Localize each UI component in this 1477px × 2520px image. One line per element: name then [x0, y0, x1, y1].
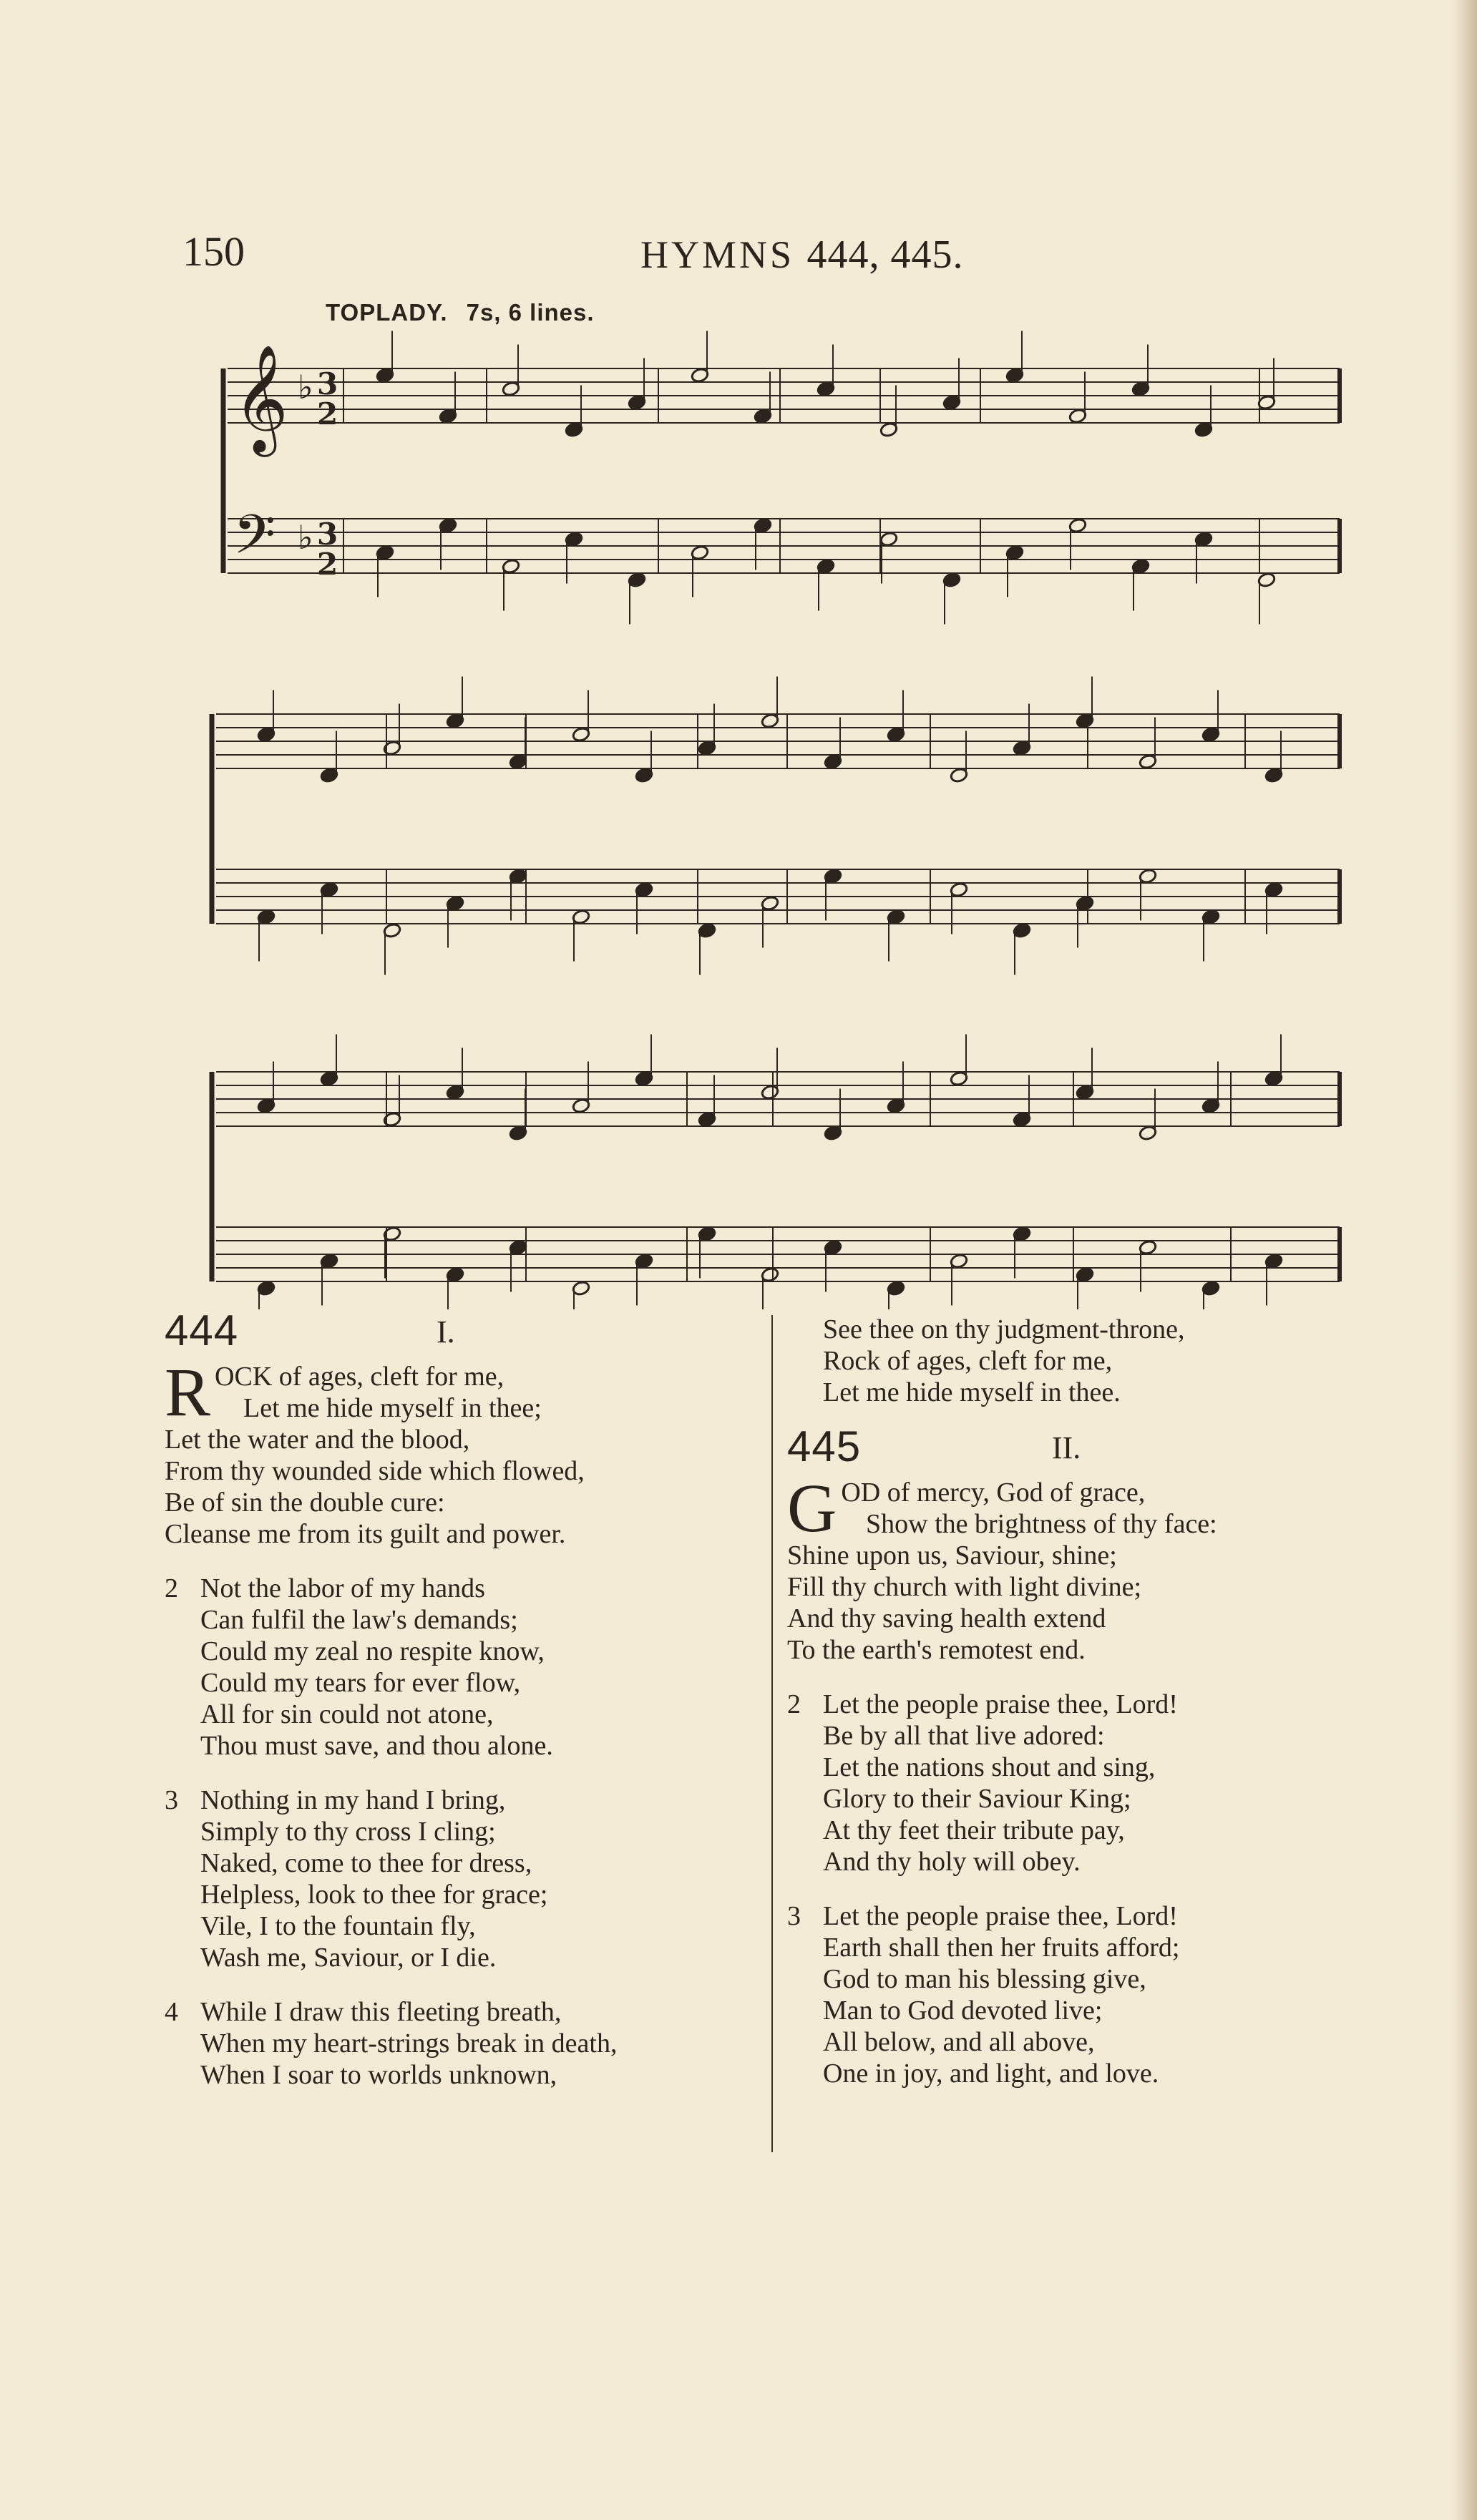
verse-line-text: Naked, come to thee for dress, [200, 1848, 532, 1878]
verse-line [165, 1730, 766, 1762]
verse-line-text: And thy holy will obey. [823, 1847, 1081, 1877]
stanza-number: 2 [165, 1573, 178, 1603]
verse-line [165, 1667, 766, 1699]
verse-line-text: Let the nations shout and sing, [823, 1752, 1156, 1782]
verse-line-text: Let the water and the blood, [165, 1425, 470, 1455]
verse-line [165, 1424, 766, 1455]
verse-line [787, 2026, 1417, 2058]
verse-line-text: Shine upon us, Saviour, shine; [787, 1540, 1117, 1571]
tune-name: TOPLADY. [326, 299, 448, 326]
verse-line-text: Thou must save, and thou alone. [200, 1731, 553, 1761]
stanza [787, 1470, 1417, 1666]
flat-sign: ♭ [298, 518, 313, 557]
verse-line-text: Be of sin the double cure: [165, 1488, 445, 1518]
verse-line-text: Could my zeal no respite know, [200, 1636, 545, 1666]
verse-line-text: OD of mercy, God of grace, [841, 1478, 1146, 1508]
verse-line [787, 1900, 1417, 1932]
verse-line-text: Not the labor of my hands [200, 1573, 485, 1603]
tune-meter: 7s, 6 lines. [466, 299, 595, 326]
verse-line [787, 1783, 1417, 1815]
verse-line [165, 1518, 766, 1550]
drop-cap: R [165, 1354, 211, 1430]
verse-line [165, 1942, 766, 1973]
verse-line [165, 1784, 766, 1816]
verse-line-text: Fill thy church with light divine; [787, 1572, 1142, 1602]
verse-line-text: Vile, I to the fountain fly, [200, 1911, 476, 1941]
verse-line-text: Show the brightness of thy face: [866, 1509, 1217, 1539]
hymn-roman-numeral: II. [1052, 1430, 1081, 1465]
stanza [165, 1784, 766, 1973]
verse-line-text: Let me hide myself in thee. [823, 1377, 1121, 1407]
verse-line-text: God to man his blessing give, [823, 1964, 1146, 1994]
time-signature-top: 3 [317, 366, 338, 401]
hymn-number: 444 [165, 1307, 239, 1354]
verse-line [165, 1910, 766, 1942]
verse-line-text: Glory to their Saviour King; [823, 1784, 1131, 1814]
verse-line-text: At thy feet their tribute pay, [823, 1815, 1125, 1845]
verse-line [165, 1879, 766, 1910]
verse-line [165, 1573, 766, 1604]
verse-line-text: And thy saving health extend [787, 1603, 1106, 1633]
verse-line-text: OCK of ages, cleft for me, [215, 1362, 504, 1392]
verse-line [787, 1752, 1417, 1783]
verse-line [787, 1377, 1417, 1408]
stanza [165, 1354, 766, 1550]
verse-line [165, 1816, 766, 1847]
verse-line [787, 1571, 1417, 1603]
page-number: 150 [182, 228, 245, 275]
hymn-number: 445 [787, 1422, 862, 1470]
verse-line-text: When I soar to worlds unknown, [200, 2060, 557, 2090]
stanza-number: 3 [787, 1901, 801, 1931]
verse-line-text: Can fulfil the law's demands; [200, 1605, 518, 1635]
hymn-column-right [787, 1314, 1417, 2112]
stanza-number: 2 [787, 1689, 801, 1719]
stanza [787, 1689, 1417, 1877]
verse-line [787, 2058, 1417, 2089]
verse-line-text: Could my tears for ever flow, [200, 1668, 521, 1698]
hymn-heading [787, 1422, 1417, 1477]
verse-line-text: All for sin could not atone, [200, 1699, 494, 1729]
hymn-roman-numeral: I. [437, 1314, 455, 1349]
verse-line-text: From thy wounded side which flowed, [165, 1456, 585, 1486]
verse-line-text: See thee on thy judgment-throne, [823, 1314, 1185, 1344]
verse-line [787, 1846, 1417, 1877]
verse-line [787, 1603, 1417, 1634]
verse-line-text: Let the people praise thee, Lord! [823, 1689, 1178, 1719]
verse-line [787, 1540, 1417, 1571]
verse-line [165, 1487, 766, 1518]
flat-sign: ♭ [298, 368, 313, 406]
verse-line [165, 2028, 766, 2059]
verse-line [165, 1455, 766, 1487]
verse-line-text: Cleanse me from its guilt and power. [165, 1519, 566, 1549]
verse-line [165, 1699, 766, 1730]
verse-line [165, 1847, 766, 1879]
verse-line [165, 1604, 766, 1636]
time-signature-bottom: 2 [317, 547, 338, 582]
column-divider [771, 1315, 773, 2152]
verse-line [787, 1634, 1417, 1666]
stanza [165, 1996, 766, 2091]
verse-line [787, 1720, 1417, 1752]
time-signature-bottom: 2 [317, 396, 338, 431]
verse-line [165, 2059, 766, 2091]
verse-line-text: Rock of ages, cleft for me, [823, 1346, 1113, 1376]
verse-line [165, 1392, 766, 1424]
stanza-number: 3 [165, 1785, 178, 1815]
verse-line [787, 1508, 1417, 1540]
verse-line-text: Nothing in my hand I bring, [200, 1785, 506, 1815]
stanza [787, 1900, 1417, 2089]
hymn-444-column [165, 1307, 766, 2114]
verse-line-text: One in joy, and light, and love. [823, 2059, 1159, 2089]
verse-line [787, 1963, 1417, 1995]
verse-line-text: All below, and all above, [823, 2027, 1095, 2057]
stanza [787, 1314, 1417, 1408]
running-title-word: HYMNS [640, 233, 795, 276]
verse-line-text: Let me hide myself in thee; [243, 1393, 542, 1423]
time-signature-top: 3 [317, 517, 338, 552]
verse-line-text: Let the people praise thee, Lord! [823, 1901, 1178, 1931]
verse-line-text: While I draw this fleeting breath, [200, 1997, 562, 2027]
verse-line-text: Man to God devoted live; [823, 1996, 1103, 2026]
bass-clef: 𝄢 [233, 503, 276, 580]
verse-line-text: Simply to thy cross I cling; [200, 1817, 496, 1847]
verse-line-text: Helpless, look to thee for grace; [200, 1880, 548, 1910]
stanza-number: 4 [165, 1997, 178, 2027]
verse-line-text: Be by all that live adored: [823, 1721, 1105, 1751]
verse-line-text: Wash me, Saviour, or I die. [200, 1943, 497, 1973]
verse-line [787, 1995, 1417, 2026]
treble-clef: 𝄞 [233, 343, 288, 452]
hymn-heading [165, 1307, 766, 1361]
verse-line [787, 1815, 1417, 1846]
stanza [165, 1573, 766, 1762]
verse-line-text: To the earth's remotest end. [787, 1635, 1086, 1665]
drop-cap: G [787, 1470, 837, 1546]
verse-line-text: When my heart-strings break in death, [200, 2028, 618, 2059]
verse-line [165, 1996, 766, 2028]
verse-line [787, 1932, 1417, 1963]
verse-line [787, 1314, 1417, 1345]
verse-line [787, 1689, 1417, 1720]
verse-line-text: Earth shall then her fruits afford; [823, 1933, 1180, 1963]
running-title-numbers: 444, 445. [806, 233, 964, 277]
verse-line [165, 1636, 766, 1667]
verse-line [787, 1345, 1417, 1377]
